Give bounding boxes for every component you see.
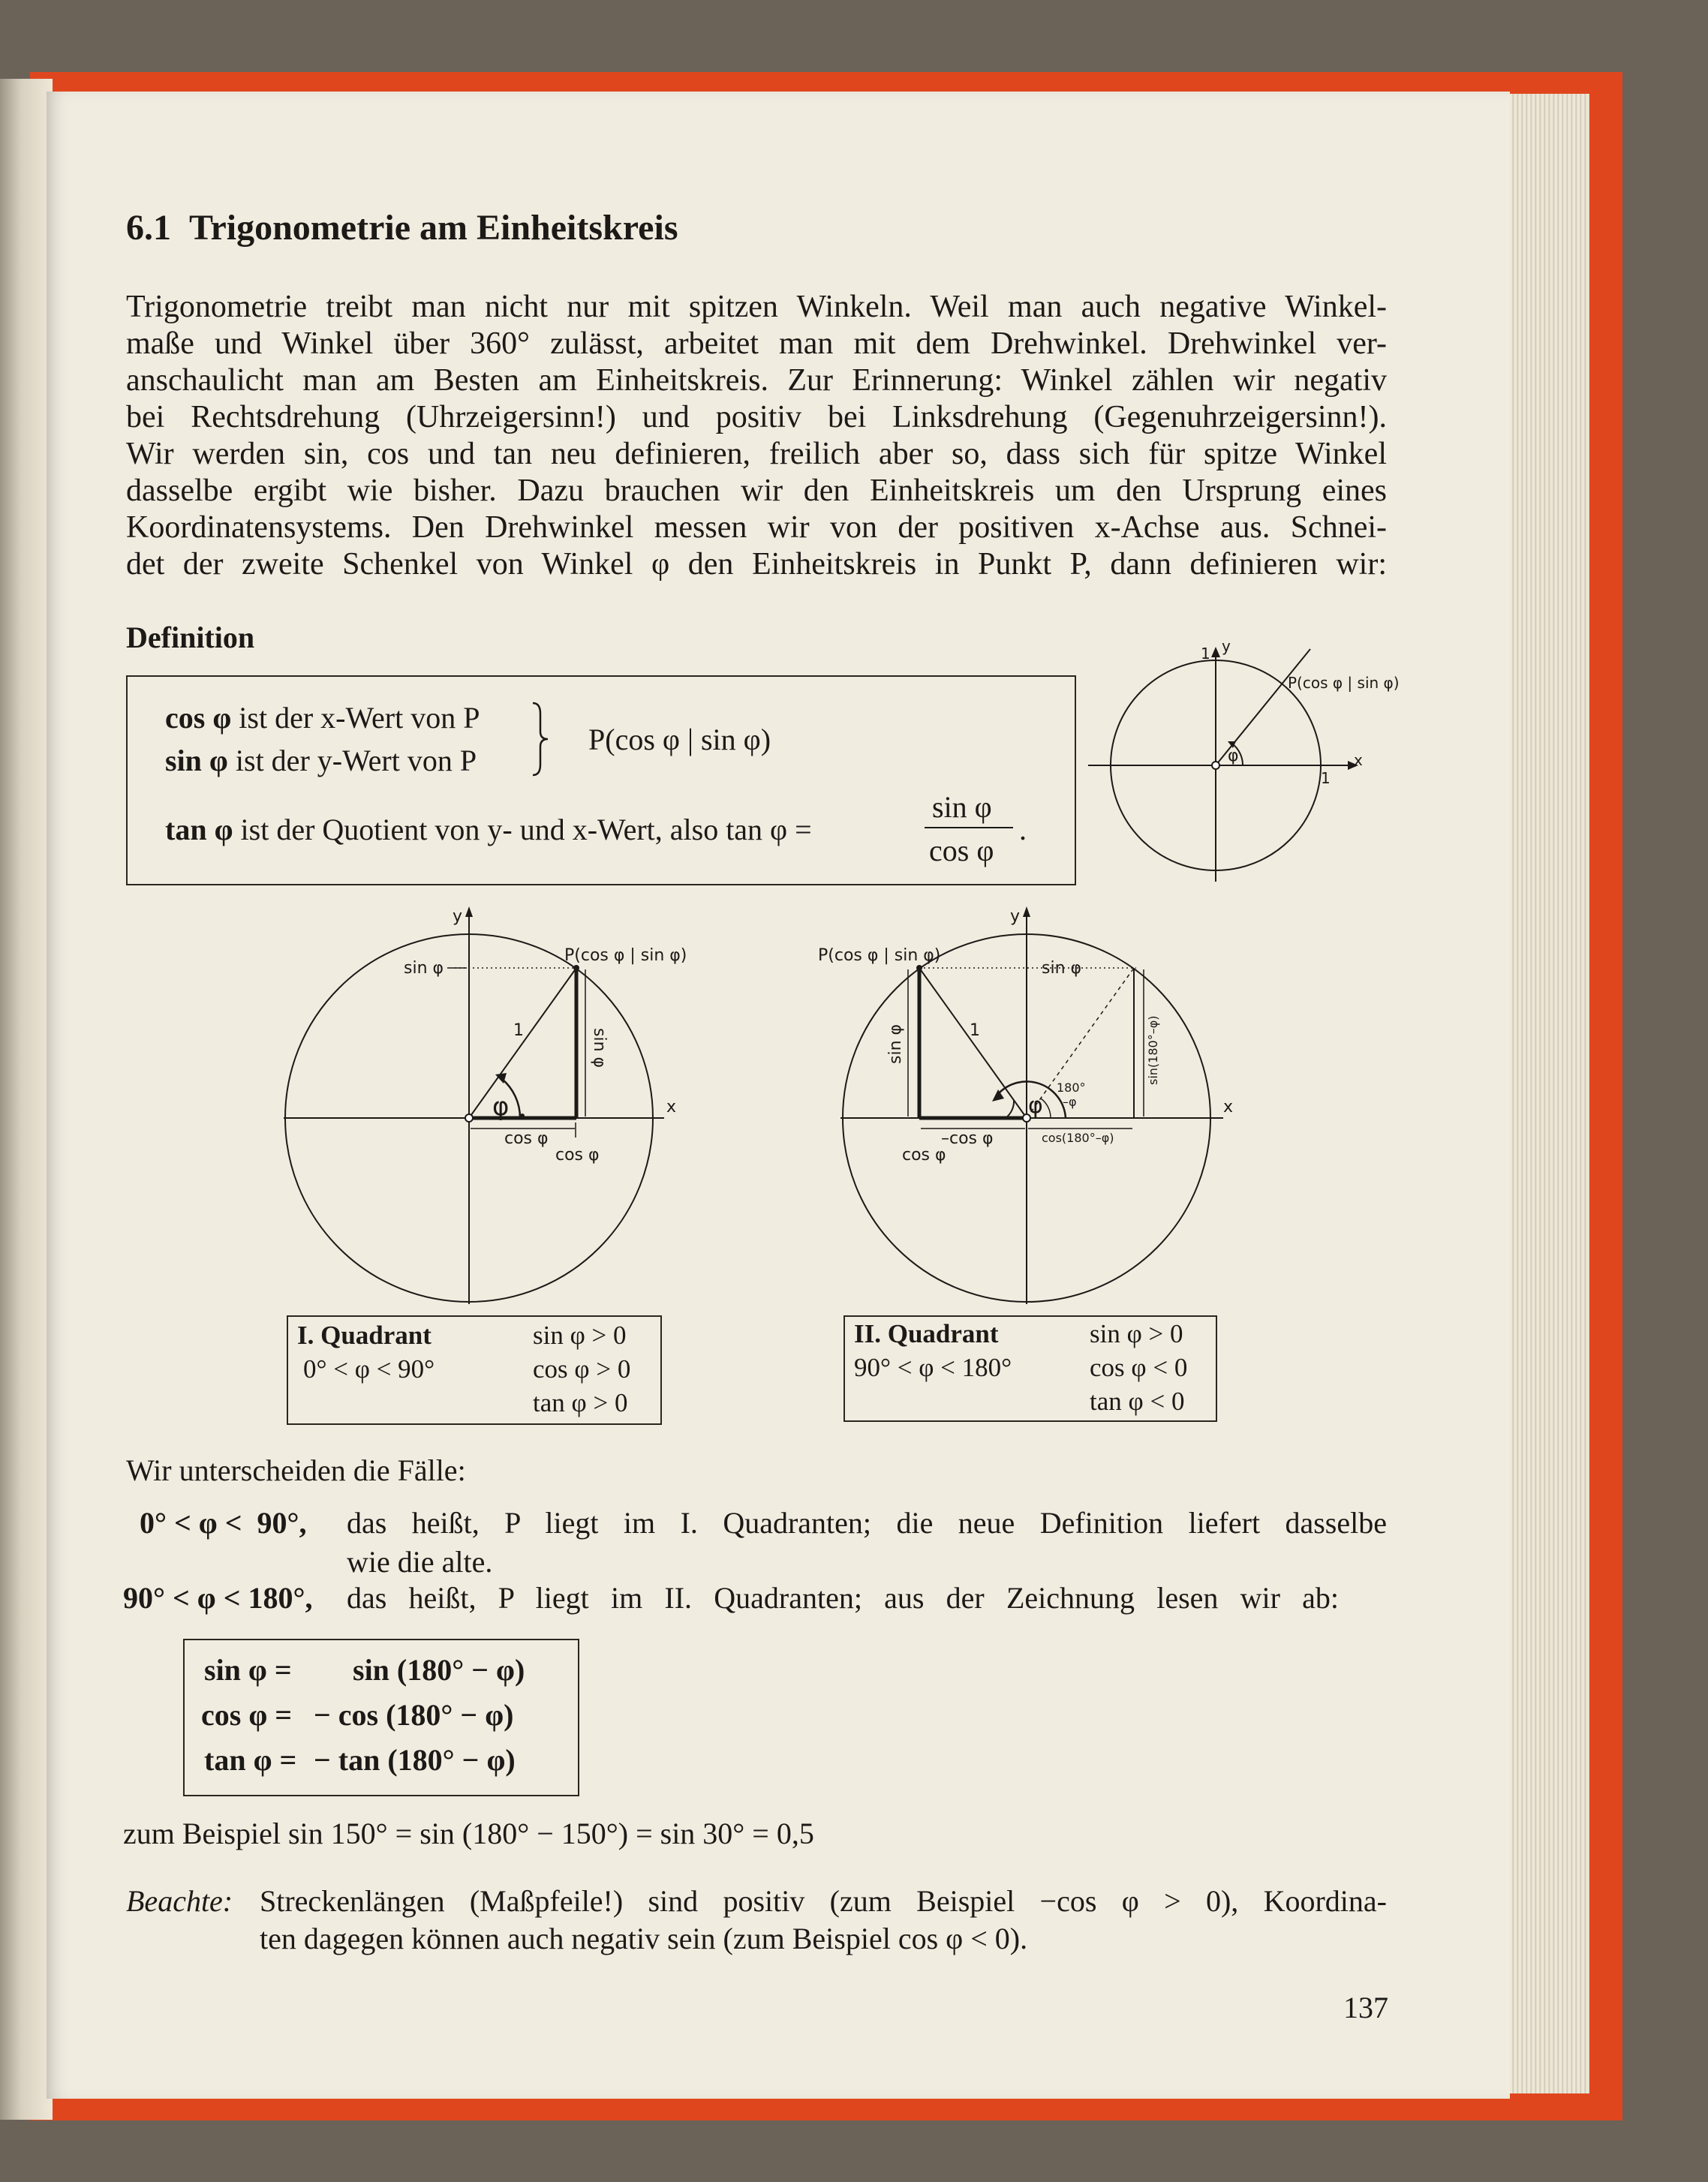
case-two-condition: 90° < φ < 180°,	[123, 1581, 313, 1615]
q2-x-axis-label: x	[1223, 1098, 1234, 1117]
intro-line: anschaulicht man am Besten am Einheitskreis. Zur Erinnerung: Winkel zählen wir negativ	[126, 363, 1387, 398]
quadrant-two-range: 90° < φ < 180°	[854, 1353, 1012, 1382]
small-unit-circle-figure	[1081, 638, 1403, 885]
tan-term: tan φ	[165, 813, 233, 846]
point-p-dot	[573, 965, 579, 971]
q1-cos-inner-label: cos φ	[504, 1129, 549, 1148]
tan-text: ist der Quotient von y- und x-Wert, also tan φ =	[233, 813, 812, 846]
note-line: ten dagegen können auch negativ sein (zum Beispiel cos φ < 0).	[260, 1922, 1028, 1955]
cases-intro: Wir unterscheiden die Fälle:	[126, 1453, 466, 1487]
sin-text: ist der y-Wert von P	[227, 744, 477, 777]
q2-radius-label: 1	[970, 1021, 980, 1040]
definition-heading: Definition	[126, 621, 255, 654]
small-y-tick-label: 1	[1201, 645, 1210, 663]
y-axis-arrow	[1211, 647, 1220, 657]
formula-sin-rhs: sin (180° − φ)	[353, 1653, 525, 1687]
y-axis-arrow	[465, 906, 473, 917]
q2-neg-cos-label: –cos φ	[941, 1129, 994, 1148]
formula-cos-lhs: cos φ =	[201, 1698, 293, 1732]
formula-tan-lhs: tan φ =	[204, 1743, 297, 1777]
angle-dot	[520, 1114, 525, 1118]
q1-point-label: P(cos φ | sin φ)	[564, 946, 687, 965]
radius-line	[469, 968, 576, 1118]
fraction-numerator: sin φ	[932, 790, 992, 824]
small-x-axis-label: x	[1354, 751, 1363, 769]
quadrant-two-sign: tan φ < 0	[1090, 1387, 1185, 1416]
q2-supp-angle-label-bottom: –φ	[1063, 1095, 1077, 1109]
intro-line: dasselbe ergibt wie bisher. Dazu brauchen wir den Einheitskreis um den Ursprung eines	[126, 473, 1387, 508]
small-x-tick-label: 1	[1321, 769, 1331, 787]
quadrant-one-sign: sin φ > 0	[533, 1321, 627, 1350]
q1-angle-label: φ	[492, 1092, 510, 1122]
fraction-denominator: cos φ	[929, 834, 994, 867]
point-p-dot	[916, 965, 922, 971]
definition-period: .	[1019, 813, 1027, 846]
intro-line: bei Rechtsdrehung (Uhrzeigersinn!) und positiv bei Linksdrehung (Gegenuhrzeigersinn!).	[126, 400, 1387, 434]
intro-line: Koordinatensystems. Den Drehwinkel messen wir von der positiven x-Achse aus. Schnei-	[126, 510, 1387, 545]
quadrant-two-figure	[818, 900, 1253, 1321]
note-line: Streckenlängen (Maßpfeile!) sind positiv (zum Beispiel −cos φ > 0), Koordina-	[260, 1884, 1387, 1918]
section-title: Trigonometrie am Einheitskreis	[189, 208, 678, 248]
sin-term: sin φ	[165, 744, 228, 777]
quadrant-one-sign: tan φ > 0	[533, 1388, 628, 1417]
tan-definition	[165, 812, 812, 847]
page-number: 137	[1343, 1991, 1388, 2024]
formula-sin-lhs: sin φ =	[204, 1653, 292, 1687]
fraction-bar	[925, 827, 1013, 828]
q2-sin-vertical-label: sin φ	[886, 1023, 905, 1064]
q1-cos-outer-label: cos φ	[555, 1146, 600, 1165]
definition-brace	[531, 702, 549, 777]
q1-y-axis-label: y	[453, 907, 463, 926]
cos-text: ist der x-Wert von P	[231, 701, 480, 735]
formula-tan-rhs: − tan (180° − φ)	[314, 1743, 516, 1777]
right-page-stack	[1501, 94, 1589, 2093]
case-one-condition: 0° < φ < 90°,	[140, 1506, 307, 1540]
intro-line: det der zweite Schenkel von Winkel φ den Einheitskreis in Punkt P, dann definieren wir:	[126, 547, 1387, 582]
quadrant-one-sign: cos φ > 0	[533, 1354, 631, 1384]
case-one-text-continued: wie die alte.	[347, 1545, 493, 1579]
quadrant-two-sign: sin φ > 0	[1090, 1319, 1183, 1348]
intro-line: Trigonometrie treibt man nicht nur mit spitzen Winkeln. Weil man auch negative Winkel-	[126, 290, 1387, 324]
quadrant-one-title: I. Quadrant	[297, 1321, 432, 1350]
quadrant-two-title: II. Quadrant	[854, 1319, 999, 1348]
formula-cos-rhs: − cos (180° − φ)	[314, 1698, 514, 1732]
small-point-label: P(cos φ | sin φ)	[1288, 674, 1400, 692]
q1-radius-label: 1	[513, 1021, 524, 1040]
radius-line	[919, 968, 1027, 1118]
case-one-text: das heißt, P liegt im I. Quadranten; die neue Definition liefert dasselbe	[347, 1506, 1387, 1540]
q2-cos-mirror-label: cos(180°–φ)	[1042, 1131, 1114, 1145]
quadrant-one-figure	[270, 900, 690, 1321]
section-number: 6.1	[126, 208, 171, 248]
intro-line: Wir werden sin, cos und tan neu definieren, freilich aber so, dass sich für spitze Winkel	[126, 437, 1387, 471]
example-line: zum Beispiel sin 150° = sin (180° − 150°) = sin 30° = 0,5	[123, 1817, 814, 1850]
cos-definition	[165, 700, 480, 735]
q1-sin-vertical-label: sin φ	[590, 1028, 609, 1068]
q2-cos-below-label: cos φ	[902, 1146, 946, 1165]
left-page-stack	[0, 79, 53, 2120]
q2-y-axis-label: y	[1010, 907, 1021, 926]
quadrant-one-range: 0° < φ < 90°	[303, 1354, 435, 1384]
case-two-text: das heißt, P liegt im II. Quadranten; aus der Zeichnung lesen wir ab:	[347, 1581, 1339, 1615]
supp-angle-arc	[1006, 1100, 1014, 1118]
note-label: Beachte:	[126, 1884, 233, 1918]
q1-sin-left-label: sin φ	[404, 959, 444, 978]
quadrant-two-sign: cos φ < 0	[1090, 1353, 1188, 1382]
sin-definition	[165, 743, 477, 778]
q2-sin-mirror-label: sin(180°–φ)	[1146, 1015, 1160, 1085]
angle-arrowhead	[992, 1089, 1004, 1102]
intro-line: maße und Winkel über 360° zulässt, arbeitet man mit dem Drehwinkel. Drehwinkel ver-	[126, 326, 1387, 361]
small-y-axis-label: y	[1222, 637, 1231, 655]
q2-angle-label: φ	[1028, 1093, 1043, 1119]
q1-x-axis-label: x	[666, 1098, 677, 1117]
q2-supp-angle-label-top: 180°	[1057, 1080, 1086, 1095]
q2-sin-right-label: sin φ	[1042, 959, 1082, 978]
small-angle-label: φ	[1228, 747, 1239, 765]
origin-dot	[465, 1114, 473, 1122]
point-p-label: P(cos φ | sin φ)	[588, 723, 771, 756]
cos-term: cos φ	[165, 701, 232, 735]
section-heading	[126, 207, 678, 248]
q2-point-label: P(cos φ | sin φ)	[818, 946, 941, 965]
y-axis-arrow	[1023, 906, 1030, 917]
origin-dot	[1212, 762, 1219, 769]
